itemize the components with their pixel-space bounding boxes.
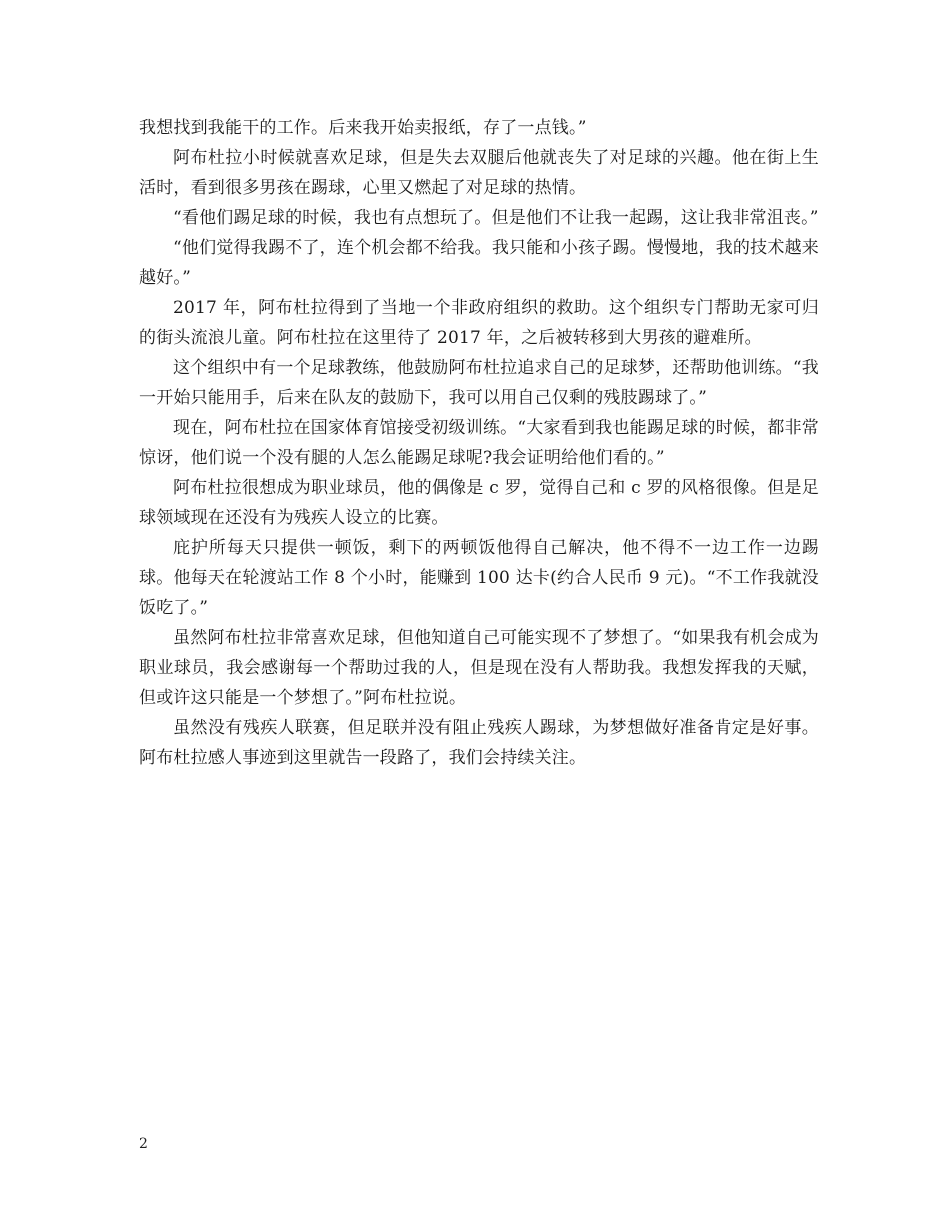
paragraph: 阿布杜拉小时候就喜欢足球，但是失去双腿后他就丧失了对足球的兴趣。他在街上生活时，看到很多男孩在踢球，心里又燃起了对足球的热情。 [139,148,819,198]
paragraph: 虽然阿布杜拉非常喜欢足球，但他知道自己可能实现不了梦想了。“如果我有机会成为职业球员，我会感谢每一个帮助过我的人，但是现在没有人帮助我。我想发挥我的天赋，但或许这只能是一个梦想了。”阿布杜拉说。 [139,628,819,708]
body-text [139,113,819,773]
paragraph: 庇护所每天只提供一顿饭，剩下的两顿饭他得自己解决，他不得不一边工作一边踢球。他每天在轮渡站工作 8 个小时，能赚到 100 达卡(约合人民币 9 元)。“不工作我就没饭吃了。” [139,538,819,618]
paragraph: 现在，阿布杜拉在国家体育馆接受初级训练。“大家看到我也能踢足球的时候，都非常惊讶，他们说一个没有腿的人怎么能踢足球呢?我会证明给他们看的。” [139,418,819,468]
paragraph: 2017 年，阿布杜拉得到了当地一个非政府组织的救助。这个组织专门帮助无家可归的街头流浪儿童。阿布杜拉在这里待了 2017 年，之后被转移到大男孩的避难所。 [139,298,819,348]
paragraph: “他们觉得我踢不了，连个机会都不给我。我只能和小孩子踢。慢慢地，我的技术越来越好。” [139,238,819,288]
paragraph: 我想找到我能干的工作。后来我开始卖报纸，存了一点钱。” [139,118,587,138]
page-number: 2 [139,1136,148,1152]
paragraph: 阿布杜拉很想成为职业球员，他的偶像是 c 罗，觉得自己和 c 罗的风格很像。但是足球领域现在还没有为残疾人设立的比赛。 [139,478,819,528]
paragraph: 这个组织中有一个足球教练，他鼓励阿布杜拉追求自己的足球梦，还帮助他训练。“我一开始只能用手，后来在队友的鼓励下，我可以用自己仅剩的残肢踢球了。” [139,358,819,408]
paragraph: “看他们踢足球的时候，我也有点想玩了。但是他们不让我一起踢，这让我非常沮丧。” [173,208,819,228]
paragraph: 虽然没有残疾人联赛，但足联并没有阻止残疾人踢球，为梦想做好准备肯定是好事。阿布杜拉感人事迹到这里就告一段路了，我们会持续关注。 [139,718,819,768]
